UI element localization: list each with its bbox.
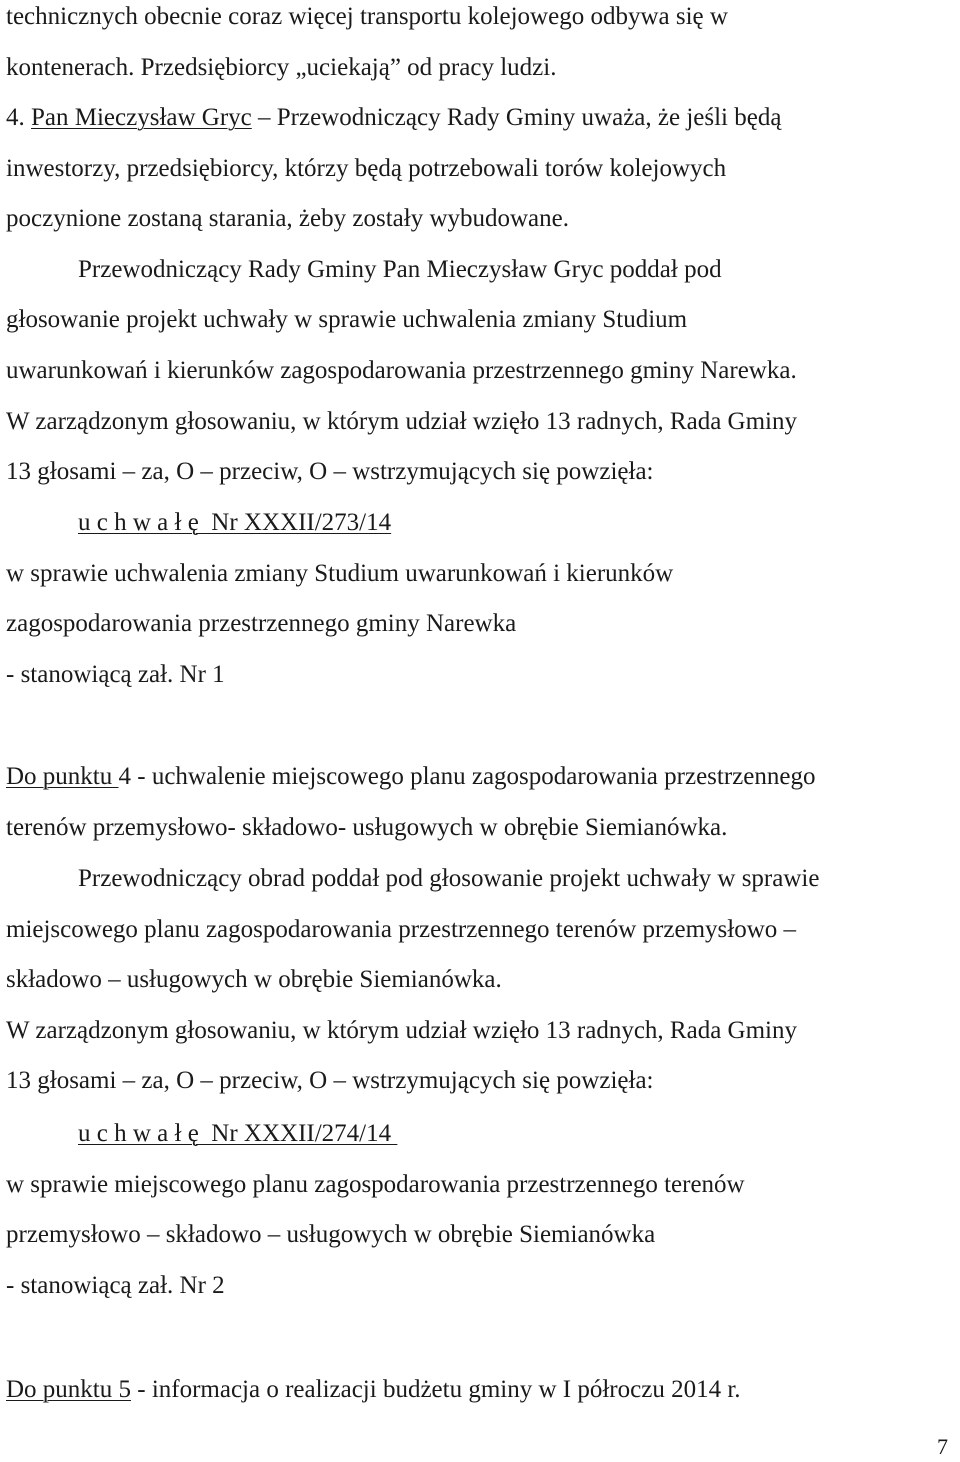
text-line: składowo – usługowych w obrębie Siemianówka. [6, 966, 502, 993]
item-number: 4. [6, 104, 31, 131]
agenda-item-line [6, 1373, 741, 1407]
text-line: - stanowiącą zał. Nr 1 [6, 661, 225, 688]
resolution-heading: u c h w a ł ę Nr XXXII/273/14 [78, 509, 392, 536]
agenda-item-line [6, 760, 815, 794]
text-line: przemysłowo – składowo – usługowych w obrębie Siemianówka [6, 1221, 656, 1248]
resolution-heading: u c h w a ł ę Nr XXXII/274/14 [78, 1120, 398, 1147]
text-line: 13 głosami – za, O – przeciw, O – wstrzymujących się powzięła: [6, 458, 654, 485]
text-line: w sprawie miejscowego planu zagospodarowania przestrzennego terenów [6, 1171, 745, 1198]
text-line: 13 głosami – za, O – przeciw, O – wstrzymujących się powzięła: [6, 1067, 654, 1094]
text-line: zagospodarowania przestrzennego gminy Narewka [6, 610, 517, 637]
speaker-name: Pan Mieczysław Gryc [31, 104, 252, 131]
text-line: W zarządzonym głosowaniu, w którym udział wzięło 13 radnych, Rada Gminy [6, 408, 797, 435]
text-span: - informacja o realizacji budżetu gminy w I półroczu 2014 r. [131, 1376, 741, 1403]
text-line: inwestorzy, przedsiębiorcy, którzy będą potrzebowali torów kolejowych [6, 155, 727, 182]
text-line: W zarządzonym głosowaniu, w którym udział wzięło 13 radnych, Rada Gminy [6, 1017, 797, 1044]
text-line: - stanowiącą zał. Nr 2 [6, 1272, 225, 1299]
text-line: Przewodniczący Rady Gminy Pan Mieczysław Gryc poddał pod [78, 256, 722, 283]
text-line: poczynione zostaną starania, żeby zostały wybudowane. [6, 205, 569, 232]
agenda-item-label: Do punktu 5 [6, 1376, 131, 1403]
text-line: miejscowego planu zagospodarowania przestrzennego terenów przemysłowo – [6, 916, 797, 943]
text-line [6, 101, 781, 135]
text-span: 4 - uchwalenie miejscowego planu zagospodarowania przestrzennego [118, 763, 816, 790]
text-line: głosowanie projekt uchwały w sprawie uchwalenia zmiany Studium [6, 306, 688, 333]
text-line: w sprawie uchwalenia zmiany Studium uwarunkowań i kierunków [6, 560, 674, 587]
text-line: kontenerach. Przedsiębiorcy „uciekają” od pracy ludzi. [6, 54, 557, 81]
text-line: Przewodniczący obrad poddał pod głosowanie projekt uchwały w sprawie [78, 865, 820, 892]
text-line: uwarunkowań i kierunków zagospodarowania przestrzennego gminy Narewka. [6, 357, 797, 384]
page-number: 7 [937, 1434, 948, 1459]
text-line: terenów przemysłowo- składowo- usługowych w obrębie Siemianówka. [6, 814, 728, 841]
agenda-item-label: Do punktu [6, 763, 119, 790]
text-line: technicznych obecnie coraz więcej transportu kolejowego odbywa się w [6, 3, 728, 30]
text-span: – Przewodniczący Rady Gminy uważa, że jeśli będą [251, 104, 782, 131]
